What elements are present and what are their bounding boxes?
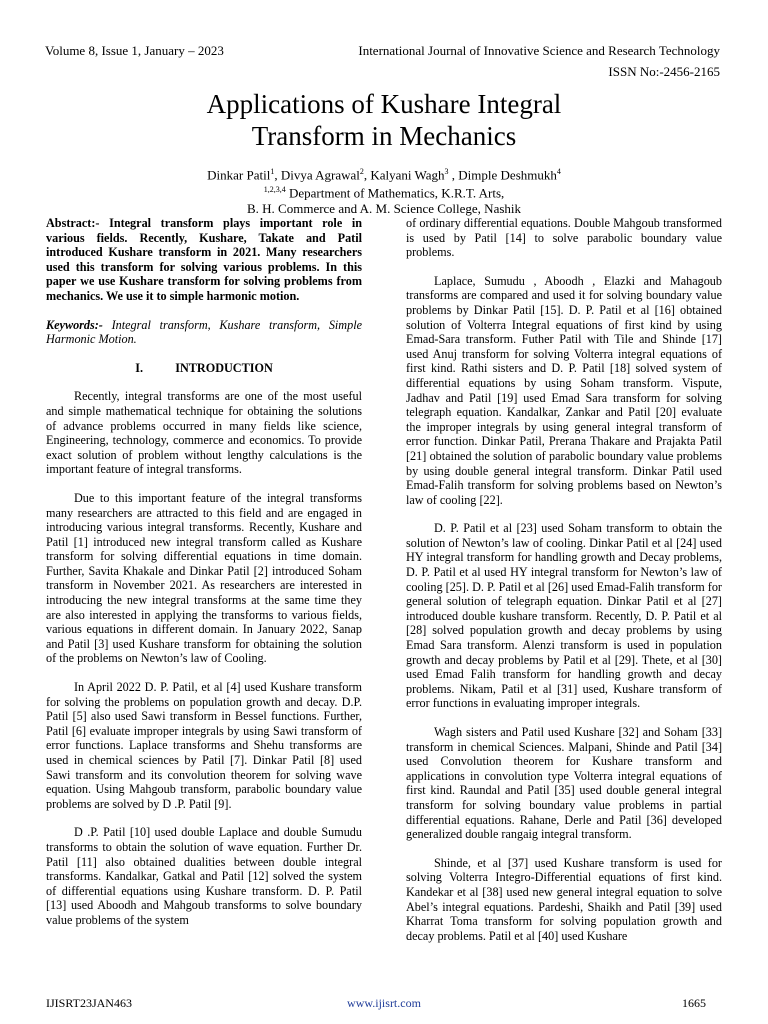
- affiliation-line-1: [0, 182, 768, 200]
- title-line-2: Transform in Mechanics: [251, 121, 517, 151]
- intro-paragraph-1: Recently, integral transforms are one of the most useful and simple mathematical technique for obtaining the solutions of advance problems occurred in many fields like science, Engineering, technology, commerce and economics. To provide exact solution of problem without lengthy calculations is the important feature of integral transforms.: [46, 389, 362, 477]
- section-number: I.: [135, 360, 144, 375]
- right-paragraph-4: Shinde, et al [37] used Kushare transform is used for solving Volterra Integro-Differential equations of first kind. Kandekar et al [38] used new general integral equation to solve Abel’s integral equations. Pardeshi, Shaikh and Patil [39] used Kharrat Toma transform for solving population growth and decay problems. Patil et al [40] used Kushare: [406, 855, 722, 943]
- left-column: [46, 216, 362, 942]
- author-1-sup: 1: [270, 167, 275, 176]
- issn-number: ISSN No:-2456-2165: [608, 64, 720, 79]
- section-title: INTRODUCTION: [175, 360, 273, 375]
- abstract: Abstract:- Integral transform plays important role in various fields. Recently, Kushare, Takate and Patil introduced Kushare transform in 2021. Many researchers used this transform for solving various problems. In this paper we use Kushare transform for solving problems from mechanics. We use it to simple harmonic motion.: [46, 216, 362, 303]
- right-paragraph-2: D. P. Patil et al [23] used Soham transform to obtain the solution of Newton’s law of cooling. Dinkar Patil et al [24] used HY integral transform for handling growth and Decay problems, D. P. Patil et al used HY integral transform for Newton’s law of cooling [25]. D. P. Patil et al [26] used Emad-Falih transform for general solution of telegraph equation. Dinkar Patil et al [27] introduced double kushare transform. Recently, D. P. Patil et al [28] solved population growth and decay problems by using Emad Sara transform. Alenzi transform is used in population growth and decay problems by Patil et al [29]. Thete, et al [30] used Emad Falih transform for handling growth and decay problems. Nikam, Patil et al [31] used, Kushare transform of error functions in evaluating improper integrals.: [406, 521, 722, 711]
- section-heading-introduction: [46, 361, 362, 376]
- paper-title: [0, 88, 768, 152]
- author-2: , Divya Agrawal: [274, 167, 360, 183]
- author-2-sup: 2: [359, 167, 364, 176]
- journal-name: International Journal of Innovative Science and Research Technology: [358, 43, 720, 58]
- affiliation-dept: Department of Mathematics, K.R.T. Arts,: [285, 185, 505, 201]
- right-paragraph-1: Laplace, Sumudu , Aboodh , Elazki and Mahagoub transforms are compared and used it for solving boundary value problems by Dinkar Patil [15]. D. P. Patil et al [16] obtained solution of Volterra Integral equations of first kind by using Emad-Sara transform. Futher Patil with Tile and Shinde [17] used Anuj transform for solving Volterra integral equations of first kind. Rathi sisters and D. P. Patil [18] solved system of differential equations by using Soham transform. Vispute, Jadhav and Patil [19] used Emad Sara transform for solving telegraph equation. Kandalkar, Zankar and Patil [20] evaluate the improper integrals by using general integral transform of error function. Dinkar Patil, Prerana Thakare and Prajakta Patil [21] obtained the solution of parabolic boundary value problems by using double general integral transform. Dinkar Patil used Emad-Falih transform for solving problems based on Newton’s law of cooling [22].: [406, 273, 722, 507]
- right-paragraph-continuation: of ordinary differential equations. Double Mahgoub transformed is used by Patil [14] to solve parabolic boundary value problems.: [406, 216, 722, 260]
- affiliation-sup: 1,2,3,4: [263, 185, 286, 195]
- author-3: , Kalyani Wagh: [363, 167, 445, 183]
- author-3-sup: 3: [444, 167, 449, 176]
- keywords: [46, 318, 362, 347]
- journal-website-link[interactable]: www.ijisrt.com: [347, 996, 421, 1010]
- title-line-1: Applications of Kushare Integral: [206, 89, 562, 119]
- intro-paragraph-4: D .P. Patil [10] used double Laplace and double Sumudu transforms to obtain the solution of wave equation. Further Dr. Patil [11] also obtained dualities between double integral transforms. Kandalkar, Gatkal and Patil [12] solved the system of differential equations using Kushare transform. D. P. Patil [13] used Aboodh and Mahgoub transforms to solve boundary value problems of the system: [46, 825, 362, 927]
- journal-volume-issue: Volume 8, Issue 1, January – 2023: [45, 43, 224, 58]
- right-paragraph-3: Wagh sisters and Patil used Kushare [32] and Soham [33] transform in chemical Sciences. Malpani, Shinde and Patil [34] used Convolution theorem for Kushare transform and applications in convolution type Volterra integral equations of first kind. Raundal and Patil [35] used double general integral transform for solving boundary value problems in partial differential equations. Rahane, Derle and Patil [36] developed generalized double rangaig integral transform.: [406, 725, 722, 842]
- intro-paragraph-3: In April 2022 D. P. Patil, et al [4] used Kushare transform for solving the problems on population growth and decay. D.P. Patil [5] also used Sawi transform in Bessel functions. Further, Patil [6] evaluate improper integrals by using Sawi transform of error functions. Laplace transforms and Shehu transforms are used in chemical sciences by Patil [7]. Dinkar Patil [8] used Sawi transform and its convolution theorem for solving wave equation. Using Mahgoub transform, parabolic boundary value problems are solved by D .P. Patil [9].: [46, 680, 362, 811]
- paper-id: IJISRT23JAN463: [46, 996, 132, 1010]
- author-4-sup: 4: [556, 167, 561, 176]
- author-1: Dinkar Patil: [207, 167, 271, 183]
- page-number: 1665: [682, 996, 706, 1010]
- affiliation-line-2: B. H. Commerce and A. M. Science College, Nashik: [246, 200, 522, 216]
- authors-block: [0, 164, 768, 216]
- author-4: , Dimple Deshmukh: [448, 167, 557, 183]
- keywords-label: Keywords:-: [46, 317, 103, 332]
- right-column: [406, 216, 722, 957]
- keywords-text: Integral transform, Kushare transform, Simple Harmonic Motion.: [46, 317, 362, 347]
- author-list: [0, 164, 768, 182]
- intro-paragraph-2: Due to this important feature of the integral transforms many researchers are attracted to this field and are engaged in introducing various integral transforms. Recently, Kushare and Patil [1] introduced new integral transform called as Kushare transform for solving differential equations in time domain. Further, Savita Khakale and Dinkar Patil [2] introduced Soham transform in November 2021. As researchers are interested in introducing the new integral transforms at the same time they are also interested in applying the transforms to various fields, various equations in different domain. In January 2022, Sanap and Patil [3] used Kushare transform for obtaining the solution of the problems on Newton’s law of Cooling.: [46, 490, 362, 666]
